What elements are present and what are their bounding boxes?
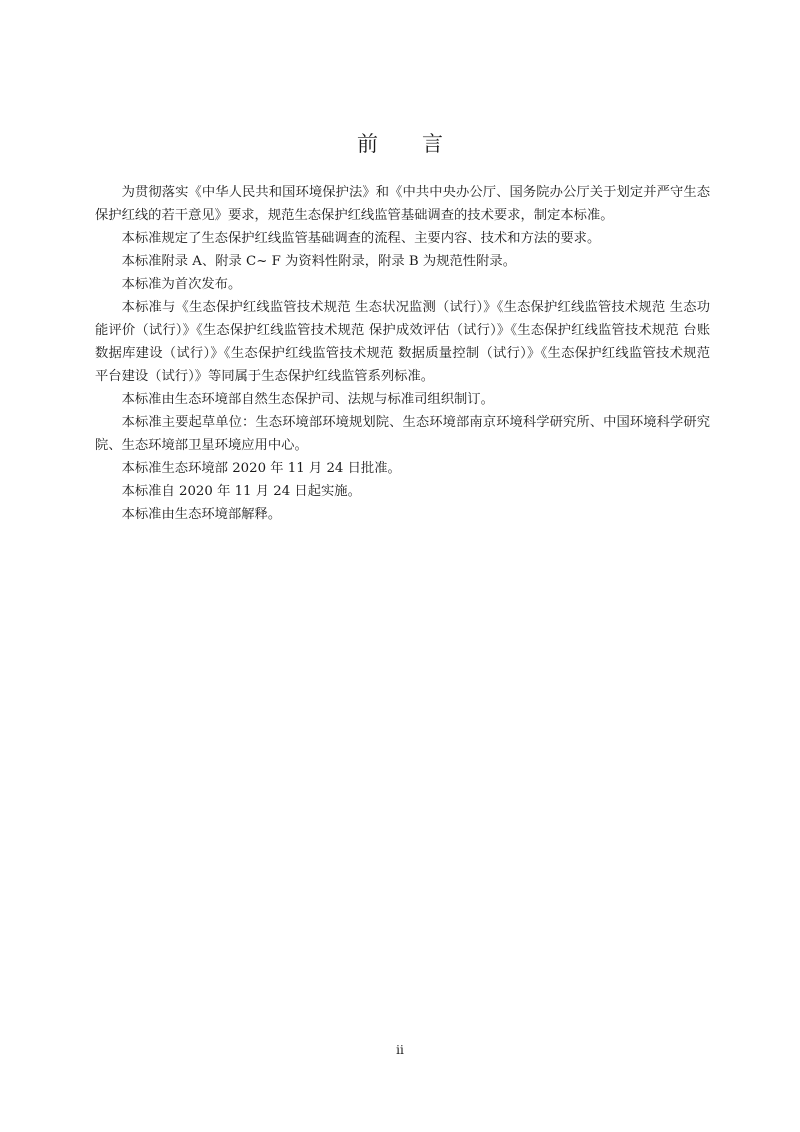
- page-number: ii: [396, 1043, 404, 1057]
- paragraph-organizer: 本标准由生态环境部自然生态保护司、法规与标准司组织制订。: [121, 392, 494, 407]
- foreword-body: [95, 181, 710, 526]
- paragraph-approval: 本标准生态环境部 2020 年 11 月 24 日批准。: [121, 461, 401, 476]
- paragraph-scope: 本标准规定了生态保护红线监管基础调查的流程、主要内容、技术和方法的要求。: [121, 231, 601, 246]
- paragraph-effective: 本标准自 2020 年 11 月 24 日起实施。: [121, 484, 361, 499]
- paragraph-drafters: 本标准主要起草单位：生态环境部环境规划院、生态环境部南京环境科学研究所、中国环境科学研究院、生态环境部卫星环境应用中心。: [95, 415, 710, 453]
- page-title: 前言: [357, 132, 487, 156]
- paragraph-first-release: 本标准为首次发布。: [121, 277, 242, 292]
- paragraph-purpose: 为贯彻落实《中华人民共和国环境保护法》和《中共中央办公厅、国务院办公厅关于划定并严守生态保护红线的若干意见》要求，规范生态保护红线监管基础调查的技术要求，制定本标准。: [95, 185, 710, 223]
- paragraph-appendix: 本标准附录 A、附录 C~ F 为资料性附录，附录 B 为规范性附录。: [121, 254, 516, 269]
- paragraph-interpretation: 本标准由生态环境部解释。: [121, 507, 282, 522]
- paragraph-series: 本标准与《生态保护红线监管技术规范 生态状况监测（试行）》《生态保护红线监管技术规范 生态功能评价（试行）》《生态保护红线监管技术规范 保护成效评估（试行）》《生态保护红线监管技术规范 台账数据库建设（试行）》《生态保护红线监管技术规范 数据质量控制（试行）》《生态保护红线监管技术规范 平台建设（试行）》等同属于生态保护红线监管系列标准。: [95, 300, 710, 384]
